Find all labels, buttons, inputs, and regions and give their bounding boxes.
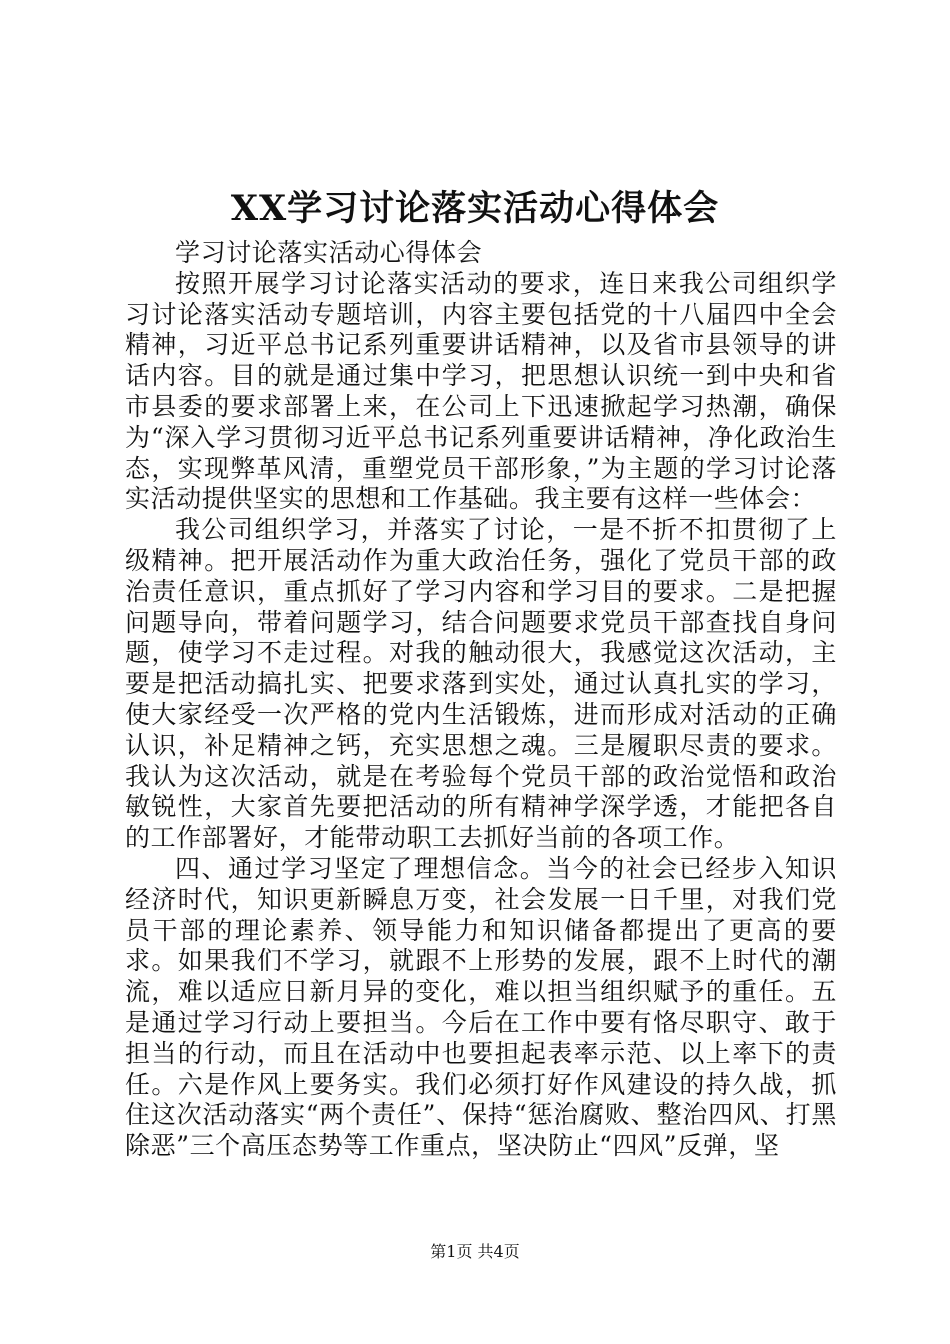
page-number-footer: 第1页 共4页 (430, 1242, 520, 1261)
paragraph-subtitle: 学习讨论落实活动心得体会 (175, 238, 483, 267)
document-body (125, 238, 837, 1162)
paragraph-2: 我公司组织学习，并落实了讨论，一是不折不扣贯彻了上级精神。把开展活动作为重大政治任务，强化了党员干部的政治责任意识，重点抓好了学习内容和学习目的要求。二是把握问题导向，带着问题学习，结合问题要求党员干部查找自身问题，使学习不走过程。对我的触动很大，我感觉这次活动，主要是把活动搞扎实、把要求落到实处，通过认真扎实的学习，使大家经受一次严格的党内生活锻炼，进而形成对活动的正确认识，补足精神之钙，充实思想之魂。三是履职尽责的要求。我认为这次活动，就是在考验每个党员干部的政治觉悟和政治敏锐性，大家首先要把活动的所有精神学深学透，才能把各自的工作部署好，才能带动职工去抓好当前的各项工作。 (125, 515, 837, 853)
document-title: XX学习讨论落实活动心得体会 (230, 188, 720, 229)
paragraph-1: 按照开展学习讨论落实活动的要求，连日来我公司组织学习讨论落实活动专题培训，内容主要包括党的十八届四中全会精神，习近平总书记系列重要讲话精神，以及省市县领导的讲话内容。目的就是通过集中学习，把思想认识统一到中央和省市县委的要求部署上来，在公司上下迅速掀起学习热潮，确保为“深入学习贯彻习近平总书记系列重要讲话精神，净化政治生态，实现弊革风清，重塑党员干部形象，”为主题的学习讨论落实活动提供坚实的思想和工作基础。我主要有这样一些体会： (125, 268, 837, 514)
paragraph-3: 四、通过学习坚定了理想信念。当今的社会已经步入知识经济时代，知识更新瞬息万变，社会发展一日千里，对我们党员干部的理论素养、领导能力和知识储备都提出了更高的要求。如果我们不学习，就跟不上形势的发展，跟不上时代的潮流，难以适应日新月异的变化，难以担当组织赋予的重任。五是通过学习行动上要担当。今后在工作中要有恪尽职守、敢于担当的行动，而且在活动中也要担起表率示范、以上率下的责任。六是作风上要务实。我们必须打好作风建设的持久战，抓住这次活动落实“两个责任”、保持“惩治腐败、整治四风、打黑除恶”三个高压态势等工作重点，坚决防止“四风”反弹，坚 (125, 853, 837, 1161)
